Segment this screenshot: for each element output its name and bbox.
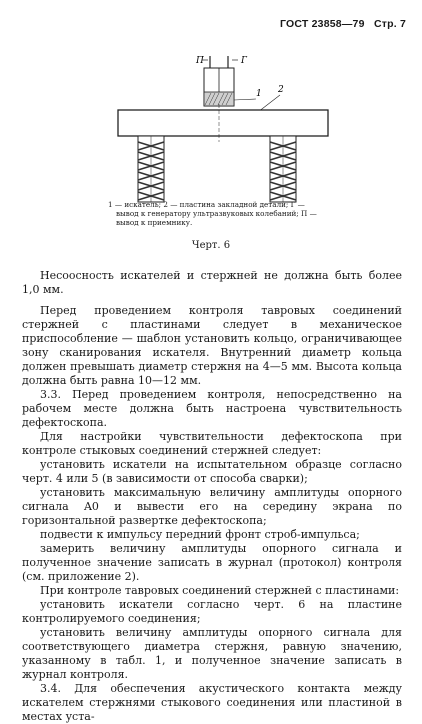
paragraph: 3.4. Для обеспечения акустического контакта между искателем стержнями стыкового соединения или пластиной в местах уста-: [22, 682, 402, 723]
label-2: 2: [278, 85, 284, 95]
paragraph: При контроле тавровых соединений стержней с пластинами:: [40, 584, 400, 597]
label-1: 1: [256, 89, 262, 99]
rebar-right: [270, 136, 296, 202]
paragraph: установить величину амплитуды опорного сигнала для соответствующего диаметра стержня, равную значению, указанному в табл. 1, и полученное значение записать в журнал контроля.: [22, 626, 402, 681]
label-g: Г: [241, 56, 247, 66]
paragraph: Перед проведением контроля тавровых соединений стержней с пластинами следует в механическое приспособление — шаблон установить кольцо, ограничивающее зону сканирования искателя. Внутренний диаметр кольца должен превышать диаметр стержня на 4—5 мм. Высота кольца должна быть равна 10—12 мм.: [22, 304, 402, 387]
figure-caption: [108, 200, 340, 227]
rebar-left: [138, 136, 164, 202]
plate: [118, 110, 328, 136]
page-number: Стр. 7: [373, 18, 406, 30]
paragraph: установить максимальную величину амплитуды опорного сигнала A0 и вывести его на середину экрана по горизонтальной развертке дефектоскопа;: [22, 486, 402, 527]
paragraph: 3.3. Перед проведением контроля, непосредственно на рабочем месте должна быть настроена чувствительность дефектоскопа.: [22, 388, 402, 429]
paragraph: подвести к импульсу передний фронт строб-импульса;: [40, 528, 360, 541]
paragraph: установить искатели согласно черт. 6 на пластине контролируемого соединения;: [22, 598, 402, 625]
body-text: [22, 262, 402, 724]
page-header: [280, 18, 406, 30]
paragraph: установить искатели на испытательном образце согласно черт. 4 или 5 (в зависимости от способа сварки);: [22, 458, 402, 485]
label-p: П: [196, 56, 204, 66]
caption-line: вывод к приемнику.: [116, 218, 193, 227]
leader-1: [234, 99, 256, 100]
paragraph: Для настройки чувствительности дефектоскопа при контроле стыковых соединений стержней следует:: [22, 430, 402, 457]
probe-element: [204, 92, 234, 106]
caption-line: вывод к генератору ультразвуковых колебаний; П —: [116, 209, 317, 218]
caption-line: 1 — искатель; 2 — пластина закладной детали; Г —: [108, 200, 305, 209]
paragraph: Несоосность искателей и стержней не должна быть более 1,0 мм.: [22, 269, 402, 296]
standard-code: ГОСТ 23858—79: [280, 18, 365, 30]
figure-drawing: [108, 44, 338, 204]
paragraph: замерить величину амплитуды опорного сигнала и полученное значение записать в журнал (протокол) контроля (см. приложение 2).: [22, 542, 402, 583]
figure-title: Черт. 6: [191, 240, 231, 251]
